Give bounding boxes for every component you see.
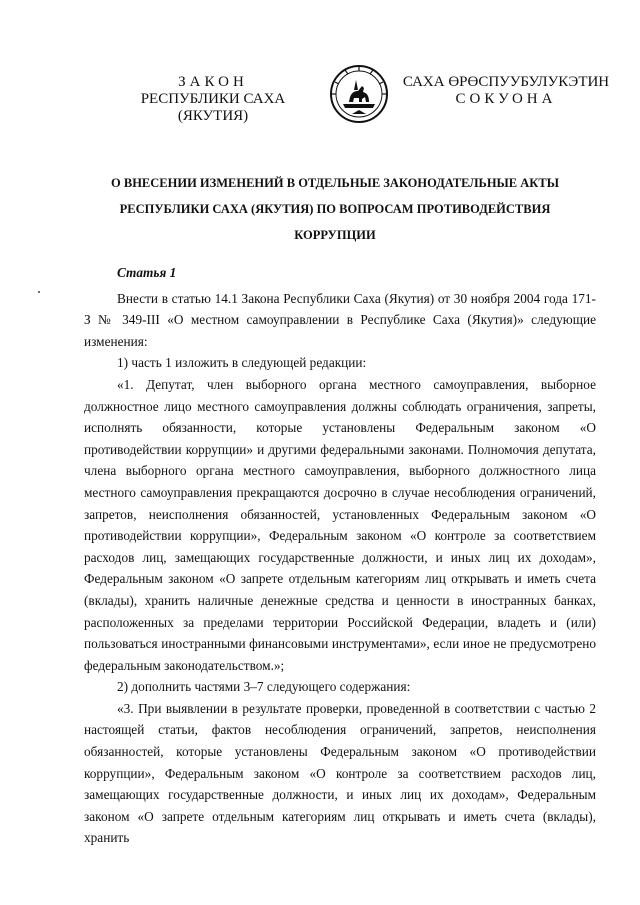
- paragraph-intro: Внести в статью 14.1 Закона Республики Саха (Якутия) от 30 ноября 2004 года 171-З № 349-III «О местном самоуправлении в Республике Саха (Якутия)» следующие изменения:: [84, 290, 596, 349]
- document-header: [0, 74, 640, 144]
- title-line1: О ВНЕСЕНИИ ИЗМЕНЕНИЙ В ОТДЕЛЬНЫЕ ЗАКОНОДАТЕЛЬНЫЕ АКТЫ: [111, 176, 559, 190]
- header-right-line1: САХА ӨРӨСПУУБУЛУКЭТИН: [402, 74, 610, 90]
- article-heading: Статья 1: [117, 265, 177, 280]
- paragraph-item-2: 2) дополнить частями 3–7 следующего содержания:: [117, 679, 411, 695]
- document-body: [84, 262, 596, 849]
- header-left-line2: РЕСПУБЛИКИ САХА (ЯКУТИЯ): [140, 91, 286, 124]
- title-line2: РЕСПУБЛИКИ САХА (ЯКУТИЯ) ПО ВОПРОСАМ ПРОТИВОДЕЙСТВИЯ КОРРУПЦИИ: [119, 202, 551, 242]
- coat-of-arms-icon: [329, 64, 389, 124]
- paragraph-part-3-text: «3. При выявлении в результате проверки, проведенной в соответствии с частью 2 настоящей статьи, фактов несоблюдения ограничений, запретов, неисполнения обязанностей, которые установлены Федеральным законом «О противодействии коррупции», Федеральным законом «О контроле за соответствием расходов лиц, замещающих государственные должности, и иных лиц их доходам», Федеральным законом «О запрете отдельным категориям лиц открывать и иметь счета (вклады), хранить: [84, 700, 596, 846]
- header-left-line1: ЗАКОН: [178, 74, 248, 90]
- document-title: [100, 170, 570, 248]
- paragraph-part-1-text: «1. Депутат, член выборного органа местного самоуправления, выборное должностное лицо местного самоуправления должны соблюдать ограничения, запреты, исполнять обязанности, которые установлены Федеральным законом «О противодействии коррупции» и другими федеральными законами. Полномочия депутата, члена выборного органа местного самоуправления, выборного должностного лица местного самоуправления прекращаются досрочно в случае несоблюдения ограничений, запретов, неисполнения обязанностей, установленных Федеральным законом «О противодействии коррупции», Федеральным законом «О контроле за соответствием расходов лиц, замещающих государственные должности, и иных лиц их доходам», Федеральным законом «О запрете отдельным категориям лиц открывать и иметь счета (вклады), хранить наличные денежные средства и ценности в иностранных банках, расположенных за пределами территории Российской Федерации, владеть и (или) пользоваться иностранными финансовыми инструментами», если иное не предусмотрено федеральным законодательством.»;: [84, 376, 596, 673]
- header-right-line2: СОКУОНА: [455, 91, 557, 107]
- margin-mark: [38, 291, 40, 293]
- header-right: [396, 74, 616, 108]
- header-left: [108, 74, 318, 125]
- paragraph-item-1: 1) часть 1 изложить в следующей редакции:: [117, 355, 367, 371]
